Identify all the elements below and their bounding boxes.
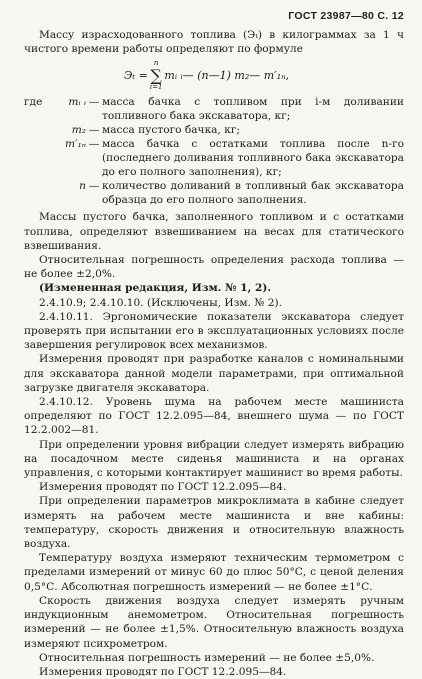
- formula-lhs: Эₜ =: [124, 68, 148, 82]
- fuel-formula: [124, 60, 404, 90]
- paragraph: Измерения проводят по ГОСТ 12.2.095—84.: [39, 665, 287, 678]
- paragraph: Массы пустого бачка, заполненного топливом и с остатками топлива, определяют взвешиванием на весах для статического взвешивания.: [24, 211, 404, 252]
- page-header: ГОСТ 23987—80 С. 12: [288, 10, 404, 22]
- paragraph: 2.4.10.11. Эргономические показатели экскаватора следует проверять при испытании его в эксплуатационных условиях после завершения регулировок всех механизмов.: [24, 310, 404, 352]
- formula-sum-term: mᵢ ᵢ: [164, 68, 183, 82]
- definition-item: m₂ — масса пустого бачка, кг;: [71, 124, 240, 137]
- formula-rest: — (n—1) m₂— m′₁ₙ,: [182, 68, 290, 82]
- paragraph: Температуру воздуха измеряют техническим термометром с пределами измерений от минус 60 до плюс 50°С, с ценой деления 0,5°С. Абсолютная погрешность измерений — не более ±1°С.: [24, 552, 404, 593]
- sum-lower-limit: i=1: [149, 82, 163, 91]
- paragraph: Относительная погрешность измерений — не более ±5,0%.: [39, 651, 375, 664]
- paragraph: Измерения проводят по ГОСТ 12.2.095—84.: [39, 481, 287, 494]
- paragraph: Измерения проводят при разработке каналов с номинальными для экскаватора данной модели параметрами, при оптимальной загрузке двигателя экскаватора.: [24, 353, 404, 394]
- paragraph: При определении уровня вибрации следует измерять вибрацию на посадочном месте сиденья машиниста и на органах управления, с которыми контактирует машинист во время работы.: [24, 438, 404, 480]
- document-body: [24, 28, 404, 679]
- paragraph: Относительная погрешность определения расхода топлива — не более ±2,0%.: [24, 254, 404, 281]
- intro-paragraph: Массу израсходованного топлива (Эₜ) в килограммах за 1 ч чистого времени работы определяют по формуле: [24, 29, 404, 56]
- sum-upper-limit: n: [153, 58, 159, 67]
- definitions-list: [24, 95, 404, 207]
- summation-symbol: n ∑ i=1: [149, 58, 163, 91]
- paragraph: Скорость движения воздуха следует измерять ручным индукционным анемометром. Относительная погрешность измерений — не более ±1,5%. Относительную влажность воздуха измеряют психрометром.: [24, 594, 404, 650]
- definition-item: n — количество доливаний в топливный бак экскаватора образца до его полного заполнения.: [79, 180, 404, 207]
- paragraph: 2.4.10.9; 2.4.10.10. (Исключены, Изм. № 2).: [39, 296, 283, 309]
- paragraph: При определении параметров микроклимата в кабине следует измерять на рабочем месте машиниста и вне кабины: температуру, скорость движения и относительную влажность воздуха.: [24, 495, 404, 551]
- amendment-note: (Измененная редакция, Изм. № 1, 2).: [39, 282, 272, 295]
- definition-item: где mᵢ ᵢ — масса бачка с топливом при i-м доливании топливного бака экскаватора, кг;: [24, 96, 404, 123]
- definition-item: m′₁ₙ — масса бачка с остатками топлива после n-го (последнего доливания топливного бака экскаватора до его полного заполнения), кг;: [65, 138, 404, 179]
- paragraph: 2.4.10.12. Уровень шума на рабочем месте машиниста определяют по ГОСТ 12.2.095—84, внешнего шума — по ГОСТ 12.2.002—81.: [24, 396, 404, 437]
